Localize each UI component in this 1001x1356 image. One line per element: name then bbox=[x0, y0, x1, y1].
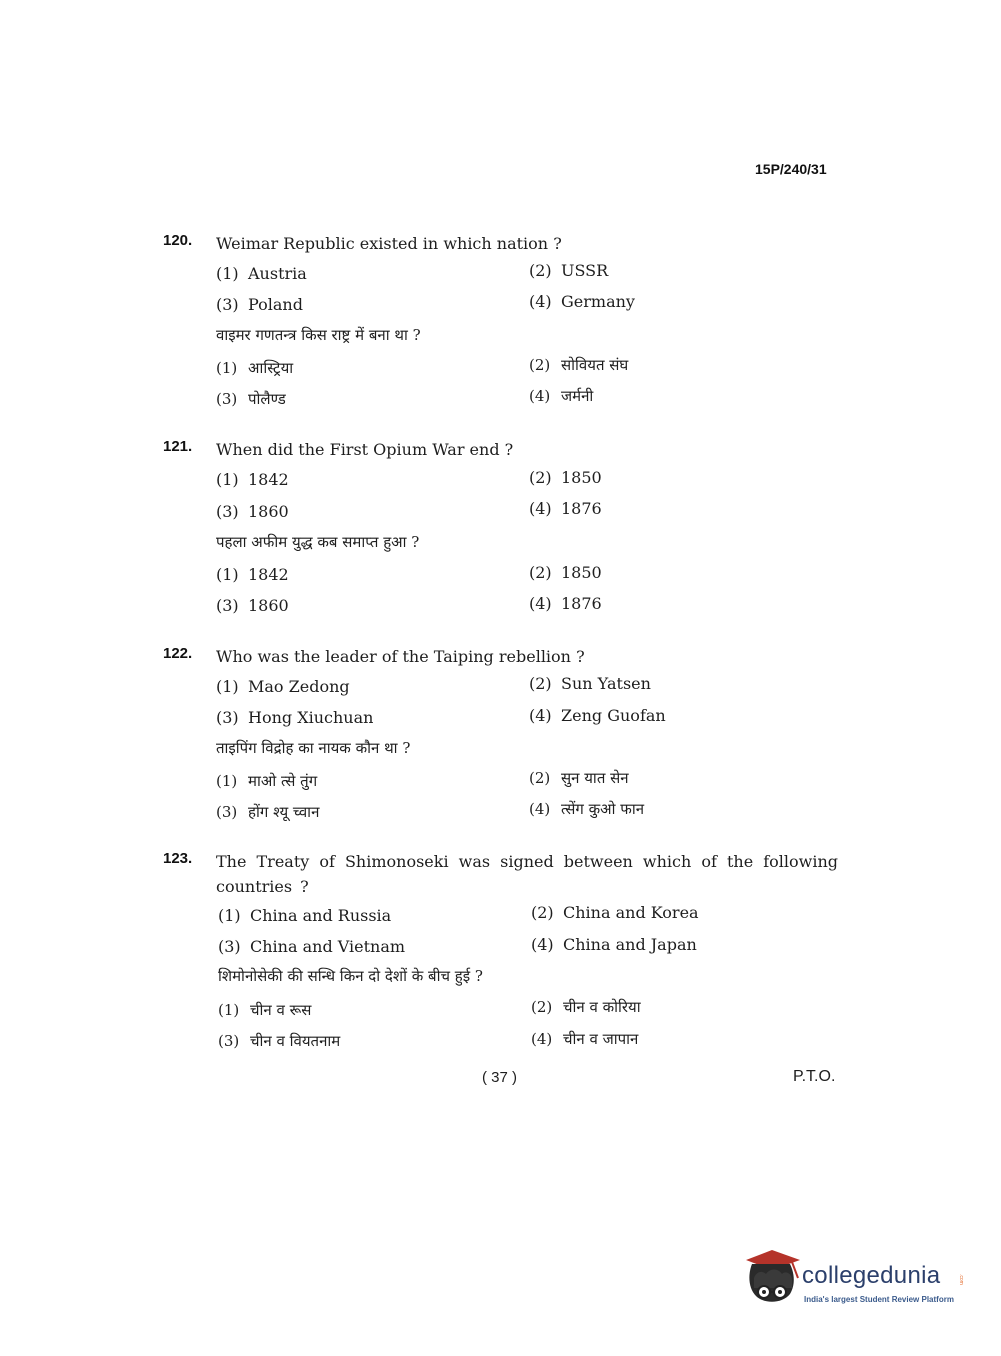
pto-label: P.T.O. bbox=[793, 1068, 836, 1085]
question-number: 121. bbox=[163, 438, 193, 455]
hindi-option-1: (1) आस्ट्रिया bbox=[216, 359, 294, 377]
option-4: (4) China and Japan bbox=[531, 935, 697, 954]
hindi-option-2: (2) 1850 bbox=[529, 563, 602, 582]
hindi-option-2: (2) सोवियत संघ bbox=[529, 356, 629, 374]
option-3: (3) Poland bbox=[216, 295, 303, 314]
logo-com: .com bbox=[958, 1274, 964, 1285]
hindi-question-text: शिमोनोसेकी की सन्धि किन दो देशों के बीच हुई ? bbox=[218, 967, 483, 985]
collegedunia-logo bbox=[742, 1248, 972, 1318]
hindi-option-4: (4) चीन व जापान bbox=[531, 1030, 639, 1048]
hindi-option-3: (3) पोलैण्ड bbox=[216, 390, 286, 408]
hindi-question-text: पहला अफीम युद्ध कब समाप्त हुआ ? bbox=[216, 533, 420, 551]
option-4: (4) Zeng Guofan bbox=[529, 706, 666, 725]
student-mascot-icon bbox=[742, 1248, 802, 1310]
option-4: (4) Germany bbox=[529, 292, 635, 311]
hindi-option-3: (3) 1860 bbox=[216, 596, 289, 615]
question-number: 123. bbox=[163, 850, 193, 867]
question-text: The Treaty of Shimonoseki was signed between which of the following countries ? bbox=[216, 852, 838, 896]
option-1: (1) Austria bbox=[216, 264, 307, 283]
hindi-question-text: वाइमर गणतन्त्र किस राष्ट्र में बना था ? bbox=[216, 326, 421, 344]
hindi-option-1: (1) 1842 bbox=[216, 565, 289, 584]
hindi-option-3: (3) होंग श्यू च्वान bbox=[216, 803, 320, 821]
question-text: Who was the leader of the Taiping rebellion ? bbox=[216, 647, 585, 666]
hindi-option-2: (2) चीन व कोरिया bbox=[531, 998, 641, 1016]
question-number: 120. bbox=[163, 232, 193, 249]
question-text: When did the First Opium War end ? bbox=[216, 440, 514, 459]
option-2: (2) 1850 bbox=[529, 468, 602, 487]
option-3: (3) Hong Xiuchuan bbox=[216, 708, 374, 727]
option-2: (2) China and Korea bbox=[531, 903, 699, 922]
hindi-option-1: (1) चीन व रूस bbox=[218, 1001, 312, 1019]
page-number: ( 37 ) bbox=[482, 1069, 518, 1086]
hindi-option-4: (4) त्सेंग कुओ फान bbox=[529, 800, 645, 818]
option-3: (3) 1860 bbox=[216, 502, 289, 521]
paper-code: 15P/240/31 bbox=[755, 161, 827, 177]
option-2: (2) Sun Yatsen bbox=[529, 674, 651, 693]
option-2: (2) USSR bbox=[529, 261, 609, 280]
logo-wordmark: collegedunia bbox=[802, 1262, 941, 1289]
hindi-option-3: (3) चीन व वियतनाम bbox=[218, 1032, 341, 1050]
hindi-option-2: (2) सुन यात सेन bbox=[529, 769, 629, 787]
hindi-option-4: (4) 1876 bbox=[529, 594, 602, 613]
option-3: (3) China and Vietnam bbox=[218, 937, 406, 956]
question-number: 122. bbox=[163, 645, 193, 662]
question-text: Weimar Republic existed in which nation ? bbox=[216, 234, 562, 253]
option-1: (1) China and Russia bbox=[218, 906, 392, 925]
option-1: (1) Mao Zedong bbox=[216, 677, 350, 696]
option-1: (1) 1842 bbox=[216, 470, 289, 489]
hindi-option-1: (1) माओ त्से तुंग bbox=[216, 772, 318, 790]
hindi-option-4: (4) जर्मनी bbox=[529, 387, 594, 405]
logo-tagline: India's largest Student Review Platform bbox=[804, 1295, 954, 1304]
option-4: (4) 1876 bbox=[529, 499, 602, 518]
hindi-question-text: ताइपिंग विद्रोह का नायक कौन था ? bbox=[216, 739, 411, 757]
